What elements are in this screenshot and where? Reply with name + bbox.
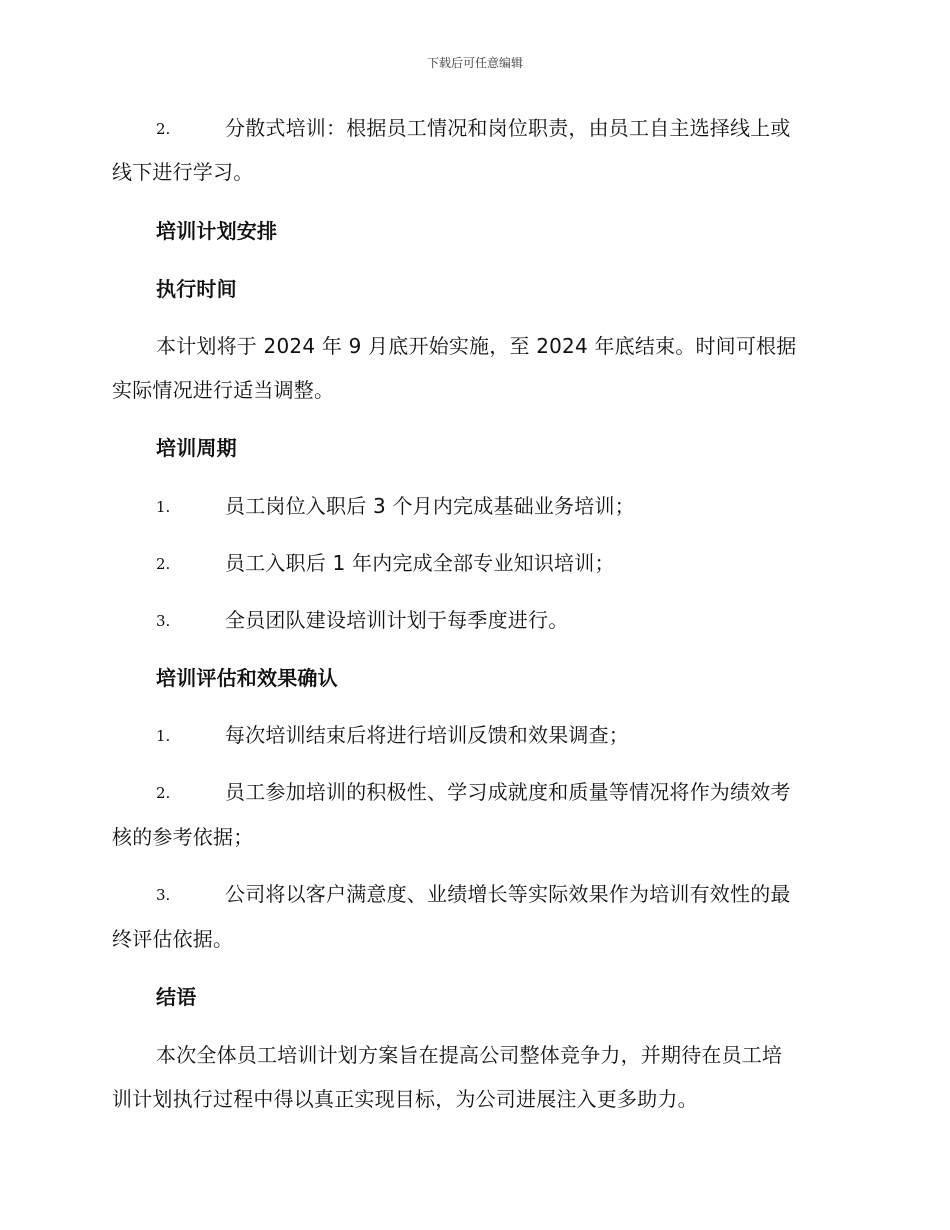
list-item-continuation: 核的参考依据；: [112, 825, 254, 849]
list-item-text: 公司将以客户满意度、业绩增长等实际效果作为培训有效性的最: [225, 882, 791, 906]
list-number: 1.: [156, 498, 171, 516]
list-item-text: 员工岗位入职后 3 个月内完成基础业务培训；: [225, 494, 635, 518]
list-number: 2.: [156, 555, 171, 573]
list-number: 3.: [156, 886, 171, 904]
list-item-text: 员工参加培训的积极性、学习成就度和质量等情况将作为绩效考: [225, 780, 791, 804]
paragraph-line: 实际情况进行适当调整。: [112, 378, 335, 402]
list-number: 1.: [156, 727, 171, 745]
section-heading-cycle: 培训周期: [156, 436, 237, 460]
page-header: 下载后可任意编辑: [426, 56, 523, 70]
paragraph-line: 训计划执行过程中得以真正实现目标，为公司进展注入更多助力。: [112, 1087, 698, 1111]
list-item-text: 全员团队建设培训计划于每季度进行。: [225, 608, 569, 632]
list-item-text: 每次培训结束后将进行培训反馈和效果调查；: [225, 723, 629, 747]
paragraph-line: 本次全体员工培训计划方案旨在提高公司整体竞争力，并期待在员工培: [156, 1043, 783, 1067]
list-item-text: 分散式培训：根据员工情况和岗位职责，由员工自主选择线上或: [225, 116, 791, 140]
section-heading-plan: 培训计划安排: [156, 219, 278, 243]
section-heading-execution: 执行时间: [156, 277, 237, 301]
section-heading-conclusion: 结语: [156, 985, 197, 1009]
paragraph-line: 本计划将于 2024 年 9 月底开始实施，至 2024 年底结束。时间可根据: [156, 334, 797, 358]
list-number: 2.: [156, 784, 171, 802]
list-number: 3.: [156, 612, 171, 630]
list-item-continuation: 线下进行学习。: [112, 160, 254, 184]
list-item-continuation: 终评估依据。: [112, 927, 234, 951]
list-number: 2.: [156, 120, 171, 138]
list-item-text: 员工入职后 1 年内完成全部专业知识培训；: [225, 551, 615, 575]
section-heading-evaluation: 培训评估和效果确认: [156, 666, 338, 690]
